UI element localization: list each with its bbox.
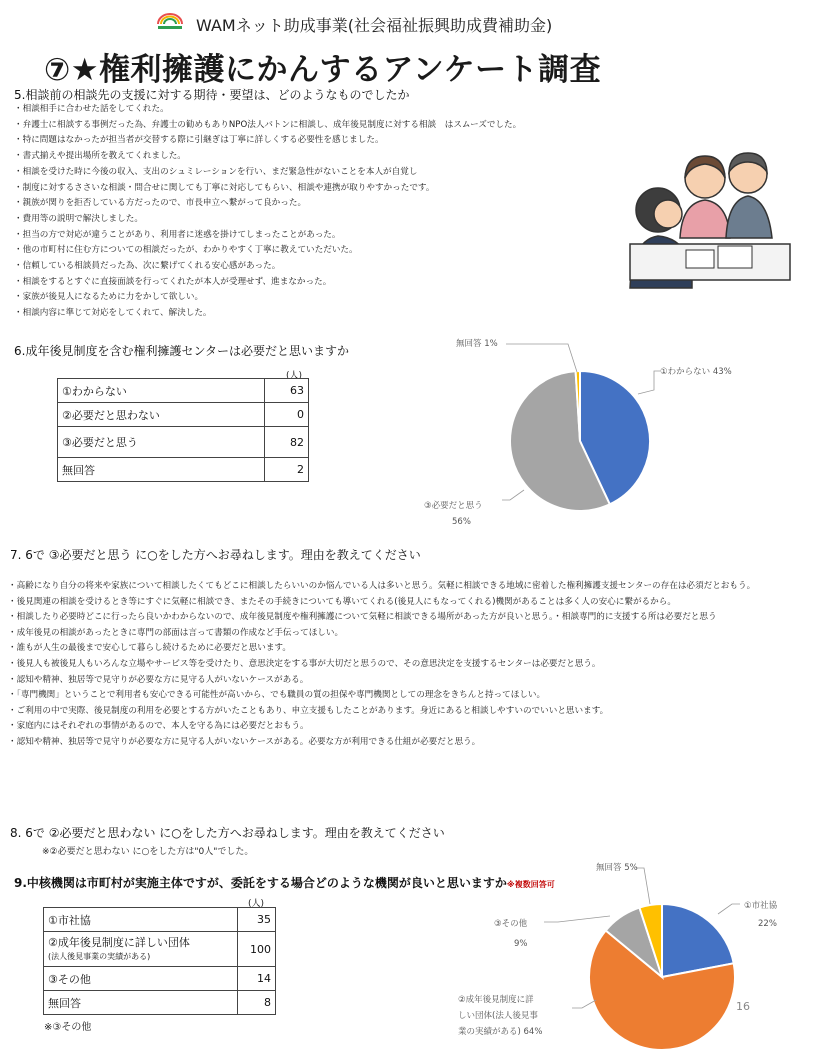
q6-row-value: 63	[264, 379, 308, 403]
list-item: ・ 認知や精神、独居等で見守りが必要な方に見守る人がいないケースがある。	[8, 673, 808, 689]
q9-other-note: ※③その他	[44, 1022, 92, 1033]
q9-row-label: ③その他	[44, 967, 238, 991]
table-row	[58, 458, 309, 482]
list-item: ・ 書式揃えや提出場所を教えてくれました。	[14, 149, 521, 165]
q6-row-value: 0	[264, 403, 308, 427]
q5-answer-list	[14, 102, 521, 322]
q9-row-label: 無回答	[44, 991, 238, 1015]
q9-row-value: 14	[237, 967, 275, 991]
q5-title: 5.相談前の相談先の支援に対する期待・要望は、どのようなものでしたか	[14, 88, 410, 102]
list-item: ・ 相談したり必要時どこに行ったら良いかわからないので、成年後見制度や権利擁護について気軽に相談できる場所があった方が良いと思う。・相談専門的に支援する所は必要だと思う	[8, 610, 808, 626]
list-item: ・ 信頼している相談員だった為、次に繋げてくれる安心感があった。	[14, 259, 521, 275]
pie-label: 56%	[452, 517, 471, 527]
q7-answer-list	[8, 579, 808, 751]
pie-label: 無回答 5%	[596, 863, 638, 873]
list-item: ・ 家族が後見人になるために力をかして欲しい。	[14, 290, 521, 306]
pie-label: ①わからない 43%	[660, 367, 732, 377]
q8-note: ※②必要だと思わない に○をした方は"0人"でした。	[42, 847, 254, 857]
list-item: ・ 費用等の説明で解決しました。	[14, 212, 521, 228]
q6-pie-chart	[420, 330, 780, 540]
leader-line	[502, 490, 524, 500]
q9-pie-chart	[440, 856, 790, 1052]
list-item: ・ 相談を受けた時に今後の収入、支出のシュミレーションを行い、まだ緊急性がないことを本人が自覚し	[14, 165, 521, 181]
list-item: ・ 「専門機関」ということで利用者も安心できる可能性が高いから、でも職員の質の担保や専門機関としての理念をきちんと持ってほしい。	[8, 688, 808, 704]
q6-row-value: 2	[264, 458, 308, 482]
pie-label: 無回答 1%	[456, 339, 498, 349]
list-item: ・ 特に問題はなかったが担当者が交替する際に引継ぎは丁寧に詳しくする必要性を感じました。	[14, 133, 521, 149]
pie-label: ③その他	[494, 919, 528, 929]
list-item: ・ 認知や精神、独居等で見守りが必要な方に見守る人がいないケースがある。必要な方が利用できる仕組が必要だと思う。	[8, 735, 808, 751]
q9-row-value: 35	[237, 908, 275, 932]
pie-label: ③必要だと思う	[424, 501, 483, 511]
q6-row-value: 82	[264, 427, 308, 458]
pie-label: 22%	[758, 919, 777, 929]
q9-row-label: ①市社協	[44, 908, 238, 932]
q9-table	[43, 907, 276, 1015]
list-item: ・ 他の市町村に住む方についての相談だったが、わかりやすく丁寧に教えていただいた。	[14, 243, 521, 259]
table-row	[44, 991, 276, 1015]
q6-row-label: ②必要だと思わない	[58, 403, 265, 427]
list-item: ・ 担当の方で対応が違うことがあり、利用者に迷惑を掛けてしまったことがあった。	[14, 228, 521, 244]
pie-label: しい団体(法人後見事	[458, 1011, 538, 1021]
list-item: ・ 相談内容に準じて対応をしてくれて、解決した。	[14, 306, 521, 322]
list-item: ・ 後見関連の相談を受けるとき等にすぐに気軽に相談でき、またその手続きについても導いてくれる(後見人にもなってくれる)機関があることは多く人の安心に繋がるから。	[8, 595, 808, 611]
q9-row-value: 8	[237, 991, 275, 1015]
list-item: ・ 誰もが人生の最後まで安心して暮らし続けるために必要だと思います。	[8, 641, 808, 657]
logo-icon	[155, 10, 185, 32]
q6-title: 6.成年後見制度を含む権利擁護センターは必要だと思いますか	[14, 344, 349, 358]
list-item: ・ ご利用の中で実際、後見制度の利用を必要とする方がいたこともあり、申立支援もしたことがあります。身近にあると相談しやすいのでいいと思います。	[8, 704, 808, 720]
q9-row-label: ②成年後見制度に詳しい団体	[48, 935, 190, 949]
leader-line	[544, 916, 610, 922]
leader-line	[506, 344, 577, 372]
q9-row-value: 100	[237, 932, 275, 967]
table-row	[58, 403, 309, 427]
q6-row-label: ①わからない	[58, 379, 265, 403]
leader-line	[636, 868, 650, 904]
q9-multi-note: ※複数回答可	[506, 880, 555, 889]
list-item: ・ 親族が関りを拒否している方だったので、市長申立へ繋がって良かった。	[14, 196, 521, 212]
table-row	[44, 932, 276, 967]
q9-title-text: 9.中核機関は市町村が実施主体ですが、委託をする場合どのような機関が良いと思いますか	[14, 876, 507, 890]
pie-label: 9%	[514, 939, 528, 949]
q9-row-label-cell	[44, 932, 238, 967]
pie-label: ①市社協	[744, 901, 778, 911]
leader-line	[638, 371, 660, 394]
table-row	[44, 967, 276, 991]
q8-title: 8. 6で ②必要だと思わない に○をした方へお尋ねします。理由を教えてください	[10, 826, 445, 840]
q9-unit: (人)	[248, 899, 265, 909]
list-item: ・ 相談をするとすぐに直接面談を行ってくれたが本人が受理せず、進まなかった。	[14, 275, 521, 291]
header-title: WAMネット助成事業(社会福祉振興助成費補助金)	[196, 16, 553, 35]
q9-row-sublabel: (法人後見事業の実績がある)	[48, 951, 151, 961]
list-item: ・ 相談相手に合わせた話をしてくれた。	[14, 102, 521, 118]
q7-title: 7. 6で ③必要だと思う に○をした方へお尋ねします。理由を教えてください	[10, 548, 421, 562]
q6-unit: (人)	[286, 371, 303, 381]
list-item: ・ 家庭内にはそれぞれの事情があるので、本人を守る為には必要だとおもう。	[8, 719, 808, 735]
pie-label: 業の実績がある) 64%	[458, 1027, 543, 1037]
list-item: ・ 制度に対するささいな相談・問合せに関しても丁寧に対応してもらい、相談や連携が取りやすかったです。	[14, 181, 521, 197]
list-item: ・ 弁護士に相談する事例だった為、弁護士の勧めもありNPO法人バトンに相談し、成年後見制度に対する相談 はスムーズでした。	[14, 118, 521, 134]
list-item: ・ 高齢になり自分の将来や家族について相談したくてもどこに相談したらいいのか悩んでいる人は多いと思う。気軽に相談できる地域に密着した権利擁護支援センターの存在は必須だとおもう。	[8, 579, 808, 595]
leader-line	[718, 904, 740, 914]
list-item: ・ 後見人も被後見人もいろんな立場やサービス等を受けたり、意思決定をする事が大切だと思うので、その意思決定を支援するセンターは必要だと思う。	[8, 657, 808, 673]
pie-label: ②成年後見制度に詳	[458, 995, 534, 1005]
q6-row-label: ③必要だと思う	[58, 427, 265, 458]
table-row	[58, 379, 309, 403]
consultation-illustration	[622, 148, 798, 292]
page-title: ⑦★権利擁護にかんするアンケート調査	[44, 52, 602, 88]
table-row	[58, 427, 309, 458]
q6-row-label: 無回答	[58, 458, 265, 482]
list-item: ・ 成年後見の相談があったときに専門の部面は言って書類の作成など手伝ってほしい。	[8, 626, 808, 642]
table-row	[44, 908, 276, 932]
q6-table	[57, 378, 309, 482]
page-number: 16	[736, 1000, 750, 1013]
